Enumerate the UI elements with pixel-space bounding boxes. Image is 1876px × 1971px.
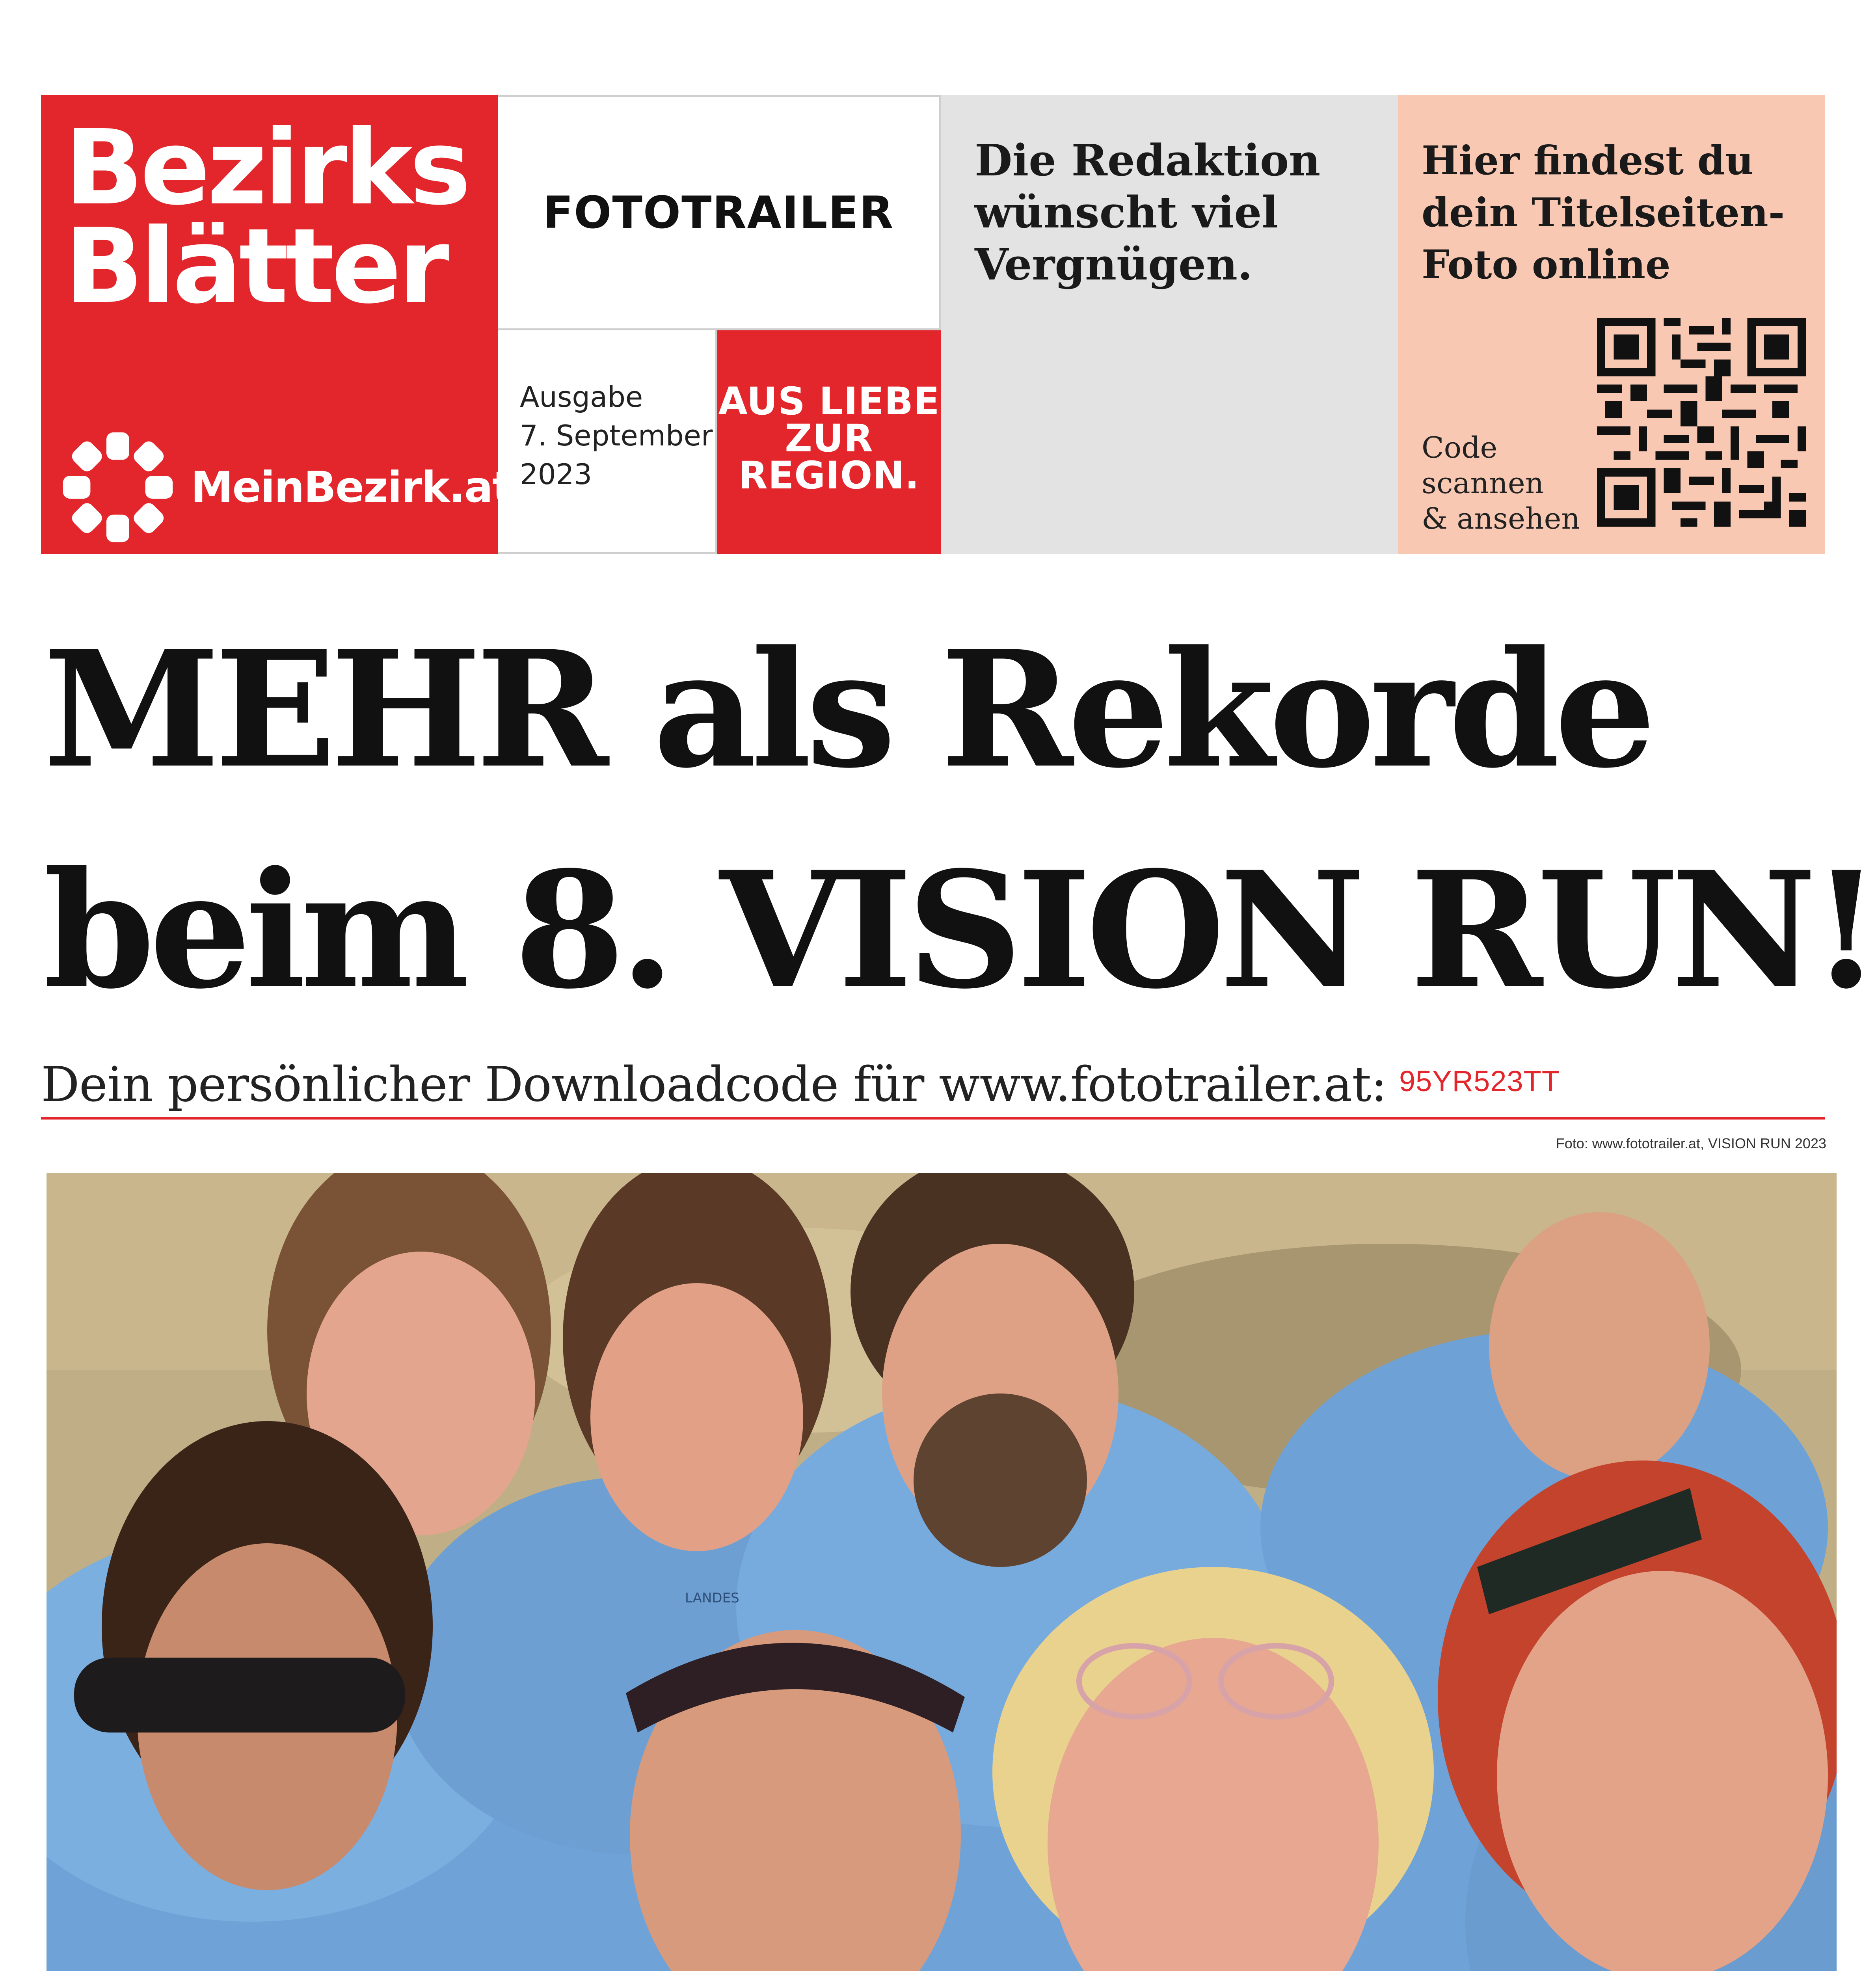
issue-year: 2023 bbox=[520, 458, 592, 491]
section-label bbox=[498, 95, 941, 330]
greeting-line: Vergnügen. bbox=[975, 239, 1253, 290]
slogan-line: AUS LIEBE bbox=[718, 379, 940, 423]
scan-instruction bbox=[1422, 430, 1580, 537]
headline-line2: beim 8. VISION RUN! bbox=[43, 836, 1876, 1024]
photo-credit: Foto: www.fototrailer.at, VISION RUN 2023 bbox=[1556, 1135, 1826, 1151]
issue-info bbox=[498, 330, 717, 554]
logo-line1: Bezirks bbox=[65, 108, 468, 228]
online-line: Hier findest du bbox=[1422, 137, 1754, 184]
logo-line2: Blätter bbox=[65, 206, 446, 326]
download-instruction: Dein persönlicher Downloadcode für www.fototrailer.at: bbox=[41, 1056, 1387, 1112]
greeting-line: wünscht viel bbox=[975, 187, 1279, 238]
masthead bbox=[41, 95, 1825, 554]
online-line: dein Titelseiten- bbox=[1422, 189, 1785, 236]
section-label-text: FOTOTRAILER bbox=[543, 187, 894, 238]
flower-logo-icon bbox=[61, 430, 175, 544]
logo-wordmark bbox=[65, 108, 468, 326]
logo-site bbox=[61, 430, 512, 544]
slogan-line: ZUR bbox=[785, 416, 873, 460]
greeting-box bbox=[941, 95, 1398, 554]
main-headline bbox=[43, 599, 1876, 1041]
issue-date: 7. September bbox=[520, 419, 713, 452]
scan-line: Code bbox=[1422, 431, 1498, 465]
slogan-box bbox=[717, 330, 941, 554]
qr-code-icon[interactable] bbox=[1597, 318, 1806, 527]
headline-line1: MEHR als Rekorde bbox=[43, 616, 1651, 803]
scan-line: scannen bbox=[1422, 466, 1544, 500]
group-photo-illustration bbox=[47, 1173, 1837, 1971]
svg-text:LANDES: LANDES bbox=[685, 1590, 739, 1606]
scan-line: & ansehen bbox=[1422, 502, 1580, 536]
download-code-row bbox=[41, 1041, 1825, 1120]
issue-label: Ausgabe bbox=[520, 380, 643, 414]
online-line: Foto online bbox=[1422, 241, 1671, 288]
download-code[interactable]: 95YR523TT bbox=[1399, 1065, 1560, 1097]
group-photo[interactable] bbox=[47, 1173, 1837, 1971]
slogan-line: REGION. bbox=[738, 453, 920, 497]
publication-logo[interactable] bbox=[41, 95, 512, 554]
online-photo-box bbox=[1398, 95, 1825, 554]
greeting-line: Die Redaktion bbox=[975, 135, 1321, 186]
logo-site-text: MeinBezirk.at bbox=[191, 462, 512, 512]
